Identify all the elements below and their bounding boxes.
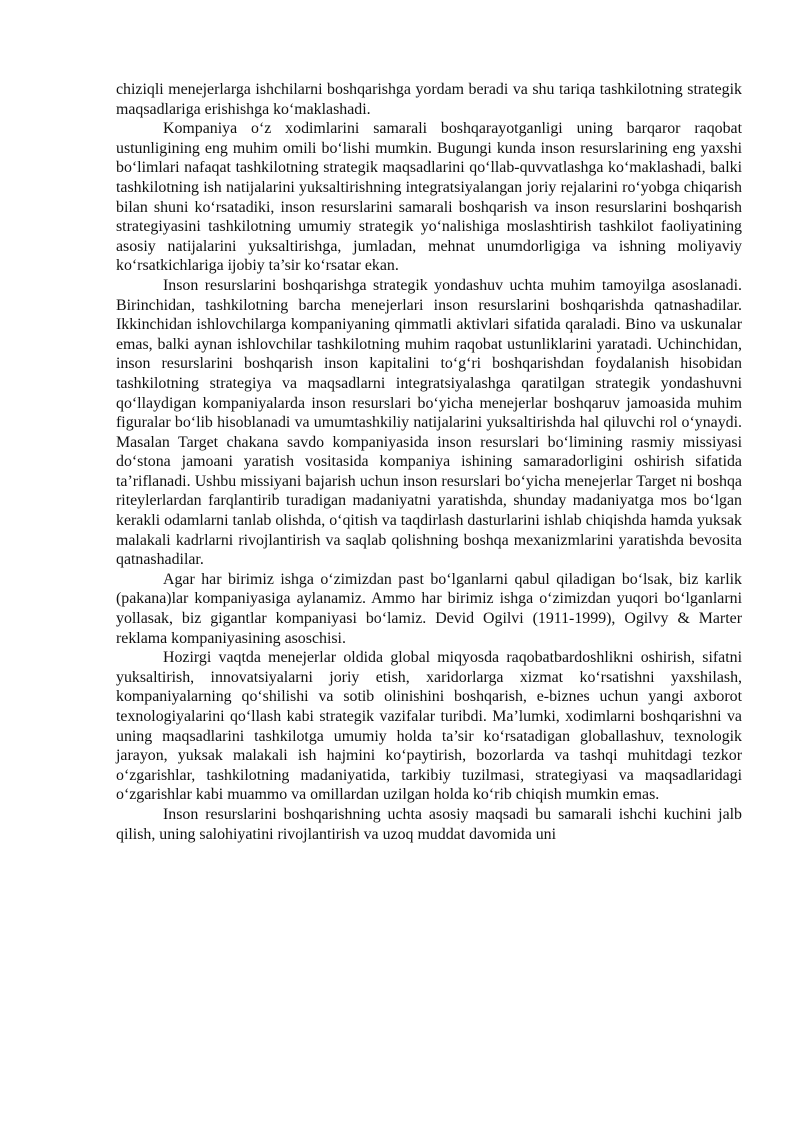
document-page bbox=[116, 80, 742, 844]
paragraph-continuation: chiziqli menejerlarga ishchilarni boshqarishga yordam beradi va shu tariqa tashkilotning strategik maqsadlariga erishishga ko‘maklashadi. bbox=[116, 81, 742, 118]
paragraph-strategic-approach: Inson resurslarini boshqarishga strategik yondashuv uchta muhim tamoyilga asoslanadi. Birinchidan, tashkilotning barcha menejerlari inson resurslarini boshqarishda qatnashadilar. Ikkinchidan ishlovchilarga kompaniyaning qimmatli aktivlari sifatida qaraladi. Bino va uskunalar emas, balki aynan ishlovchilar tashkilotning muhim raqobat ustunliklarini yaratadi. Uchinchidan, inson resurslarini boshqarish inson kapitalini to‘g‘ri boshqarishdan foydalanish hisobidan tashkilotning strategiya va maqsadlarni integratsiyalashga qaratilgan strategik yondashuvni qo‘llaydigan kompaniyalarda inson resurslari bo‘yicha menejerlar boshqaruv jamoasida muhim figuralar bo‘lib hisoblanadi va umumtashkiliy natijalarini yuksaltirishda hal qiluvchi rol o‘ynaydi. Masalan Target chakana savdo kompaniyasida inson resurslari bo‘limining rasmiy missiyasi do‘stona jamoani yaratish vositasida kompaniya ishining samaradorligini oshirish sifatida ta’riflanadi. Ushbu missiyani bajarish uchun inson resurslari bo‘yicha menejerlar Target ni boshqa riteylerlardan farqlantirib turadigan madaniyatni yaratishda, shunday madaniyatga mos bo‘lgan kerakli odamlarni tanlab olishda, o‘qitish va taqdirlash dasturlarini ishlab chiqishda hamda yuksak malakali kadrlarni rivojlantirish va saqlab qolishning boshqa mexanizmlarini yaratishda bevosita qatnashadilar. bbox=[116, 276, 742, 569]
paragraph-current-tasks: Hozirgi vaqtda menejerlar oldida global miqyosda raqobatbardoshlikni oshirish, sifatni yuksaltirish, innovatsiyalarni joriy etish, xaridorlarga xizmat ko‘rsatishni yaxshilash, kompaniyalarning qo‘shilishi va sotib olinishini boshqarish, e-biznes uchun yangi axborot texnologiyalarini qo‘llash kabi strategik vazifalar turibdi. Ma’lumki, xodimlarni boshqarishni va uning maqsadlarini tashkilotga umumiy holda ta’sir ko‘rsatadigan globallashuv, texnologik jarayon, yuksak malakali ish hajmini ko‘paytirish, bozorlarda va tashqi muhitdagi tezkor o‘zgarishlar, tashkilotning madaniyatida, tarkibiy tuzilmasi, strategiyasi va maqsadlaridagi o‘zgarishlar kabi muammo va omillardan uzilgan holda ko‘rib chiqish mumkin emas. bbox=[116, 649, 742, 804]
paragraph-ogilvy-quote: Agar har birimiz ishga o‘zimizdan past bo‘lganlarni qabul qiladigan bo‘lsak, biz karlik (pakana)lar kompaniyasiga aylanamiz. Ammo har birimiz ishga o‘zimizdan yuqori bo‘lganlarni yollasak, biz gigantlar kompaniyasi bo‘lamiz. Devid Ogilvi (1911-1999), Ogilvy & Marter reklama kompaniyasining asoschisi. bbox=[116, 570, 742, 647]
paragraph-company-staff: Kompaniya o‘z xodimlarini samarali boshqarayotganligi uning barqaror raqobat ustunligining eng muhim omili bo‘lishi mumkin. Bugungi kunda inson resurslarining eng yaxshi bo‘limlari nafaqat tashkilotning strategik maqsadlarini qo‘llab-quvvatlashga ko‘maklashadi, balki tashkilotning ish natijalarini yuksaltirishning integratsiyalangan joriy rejalarini ro‘yobga chiqarish bilan shuni ko‘rsatadiki, inson resurslarini samarali boshqarish va inson resurslarini boshqarish strategiyasini tashkilotning umumiy strategik yo‘nalishiga moslashtirish tashkilot faoliyatining asosiy natijalarini yuksaltirishga, jumladan, mehnat unumdorligiga va ishning moliyaviy ko‘rsatkichlariga ijobiy ta’sir ko‘rsatar ekan. bbox=[116, 120, 742, 275]
paragraph-three-goals: Inson resurslarini boshqarishning uchta asosiy maqsadi bu samarali ishchi kuchini jalb qilish, uning salohiyatini rivojlantirish va uzoq muddat davomida uni bbox=[116, 805, 742, 843]
